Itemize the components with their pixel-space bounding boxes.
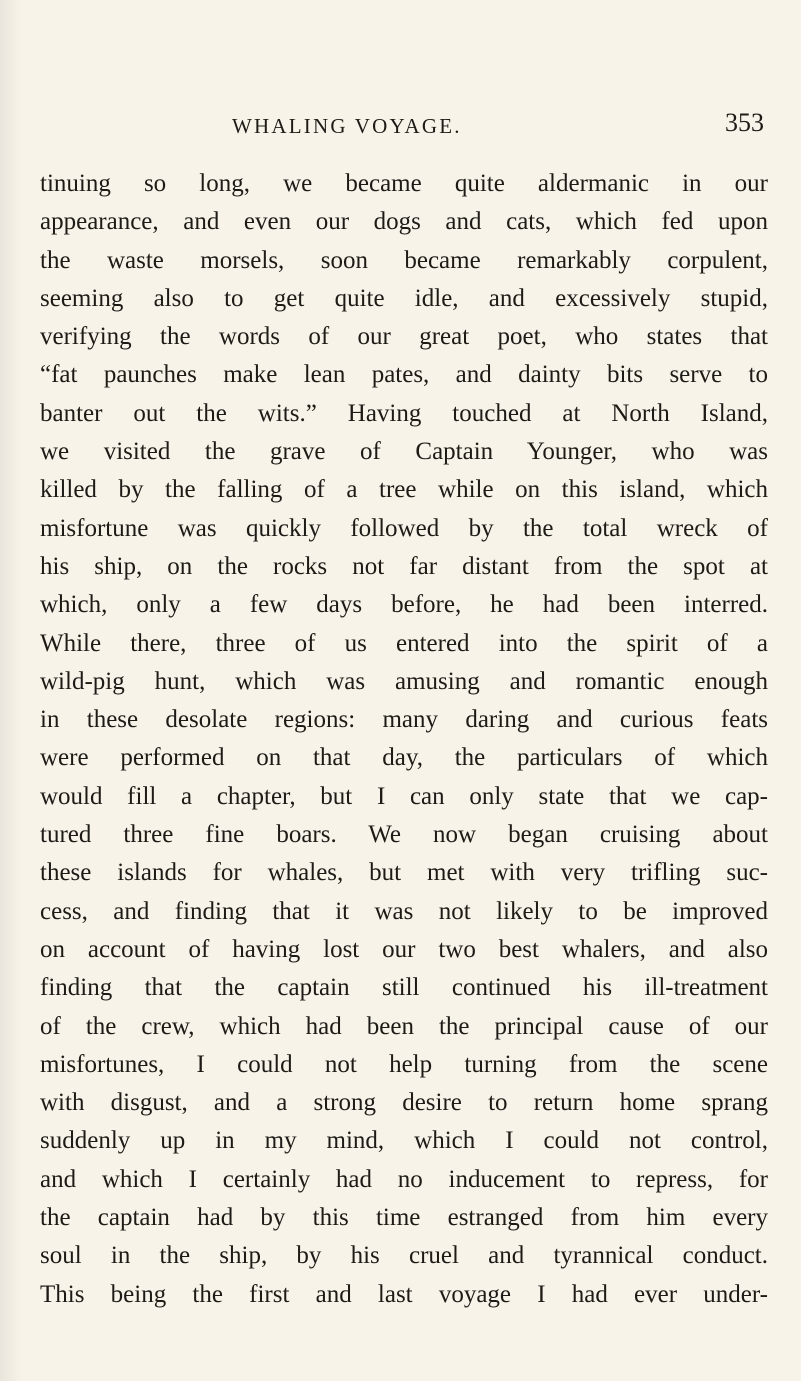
text-line: wild-pig hunt, which was amusing and romantic enough <box>40 667 768 695</box>
text-line: tured three fine boars. We now began cruising about <box>40 821 768 849</box>
text-line: While there, three of us entered into the spirit of a <box>40 629 768 657</box>
text-line: finding that the captain still continued his ill-treatment <box>40 974 768 1002</box>
running-head: WHALING VOYAGE. <box>232 114 462 138</box>
text-line: suddenly up in my mind, which I could not control, <box>40 1127 768 1155</box>
text-line: seeming also to get quite idle, and excessively stupid, <box>40 284 768 312</box>
text-line: on account of having lost our two best whalers, and also <box>40 935 768 963</box>
text-line: in these desolate regions: many daring and curious feats <box>40 706 768 734</box>
text-line: these islands for whales, but met with very trifling suc- <box>40 859 768 887</box>
text-line: banter out the wits.” Having touched at North Island, <box>40 399 768 427</box>
text-line: tinuing so long, we became quite aldermanic in our <box>40 170 768 197</box>
text-line: would fill a chapter, but I can only state that we cap- <box>40 782 768 810</box>
page-number: 353 <box>725 108 764 137</box>
text-line: of the crew, which had been the principal cause of our <box>40 1012 768 1040</box>
text-line: with disgust, and a strong desire to return home sprang <box>40 1089 768 1117</box>
text-line: misfortune was quickly followed by the total wreck of <box>40 514 768 542</box>
text-line: verifying the words of our great poet, who states that <box>40 323 768 351</box>
text-line: the waste morsels, soon became remarkably corpulent, <box>40 246 768 274</box>
text-line: which, only a few days before, he had been interred. <box>40 591 768 619</box>
text-line: This being the first and last voyage I had ever under- <box>40 1280 768 1308</box>
text-line: “fat paunches make lean pates, and dainty bits serve to <box>40 361 768 389</box>
binding-shadow <box>0 0 22 1381</box>
text-line: and which I certainly had no inducement to repress, for <box>40 1165 768 1193</box>
text-line: cess, and finding that it was not likely to be improved <box>40 897 768 925</box>
text-line: the captain had by this time estranged from him every <box>40 1204 768 1232</box>
text-line: his ship, on the rocks not far distant from the spot at <box>40 552 768 580</box>
text-line: misfortunes, I could not help turning from the scene <box>40 1050 768 1078</box>
text-line: we visited the grave of Captain Younger, who was <box>40 438 768 466</box>
text-line: soul in the ship, by his cruel and tyrannical conduct. <box>40 1242 768 1270</box>
text-line: appearance, and even our dogs and cats, which fed upon <box>40 208 768 236</box>
body-text <box>40 165 768 1314</box>
text-line: were performed on that day, the particulars of which <box>40 744 768 772</box>
text-line: killed by the falling of a tree while on this island, which <box>40 476 768 504</box>
